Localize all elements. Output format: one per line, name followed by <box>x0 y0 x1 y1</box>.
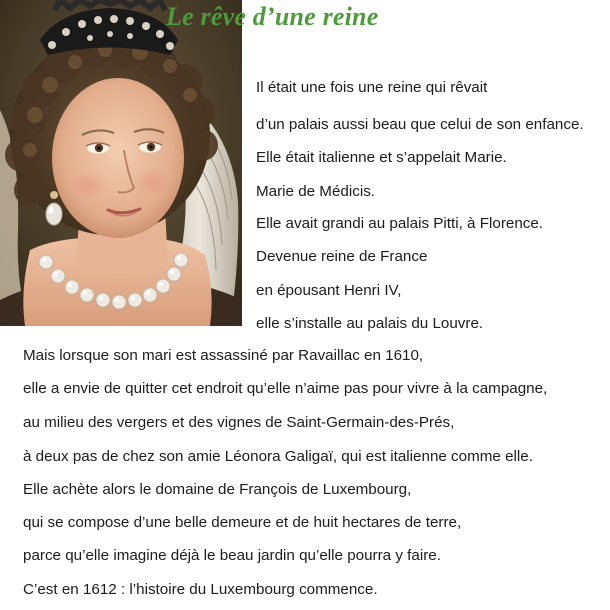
text-line: Elle était italienne et s’appelait Marie. <box>256 149 507 166</box>
text-line: Elle avait grandi au palais Pitti, à Florence. <box>256 215 544 232</box>
text-line: au milieu des vergers et des vignes de Saint-Germain-des-Prés, <box>23 414 455 431</box>
text-line: Mais lorsque son mari est assassiné par Ravaillac en 1610, <box>23 347 424 364</box>
text-line: Il était une fois une reine qui rêvait <box>256 79 488 96</box>
text-line: d’un palais aussi beau que celui de son enfance. <box>256 116 584 133</box>
text-line: C’est en 1612 : l’histoire du Luxembourg commence. <box>23 581 378 598</box>
text-line: en épousant Henri IV, <box>256 282 402 299</box>
text-line: qui se compose d’une belle demeure et de huit hectares de terre, <box>23 514 462 531</box>
text-line: à deux pas de chez son amie Léonora Galigaï, qui est italienne comme elle. <box>23 448 533 465</box>
text-line: Marie de Médicis. <box>256 183 376 200</box>
queen-portrait <box>0 0 242 326</box>
text-line: Devenue reine de France <box>256 248 428 265</box>
text-line: elle s’installe au palais du Louvre. <box>256 315 484 332</box>
text-line: parce qu’elle imagine déjà le beau jardin qu’elle pourra y faire. <box>23 547 441 564</box>
page-title: Le rêve d’une reine <box>166 2 379 31</box>
text-line: elle a envie de quitter cet endroit qu’elle n’aime pas pour vivre à la campagne, <box>23 380 548 397</box>
text-line: Elle achète alors le domaine de François de Luxembourg, <box>23 481 412 498</box>
